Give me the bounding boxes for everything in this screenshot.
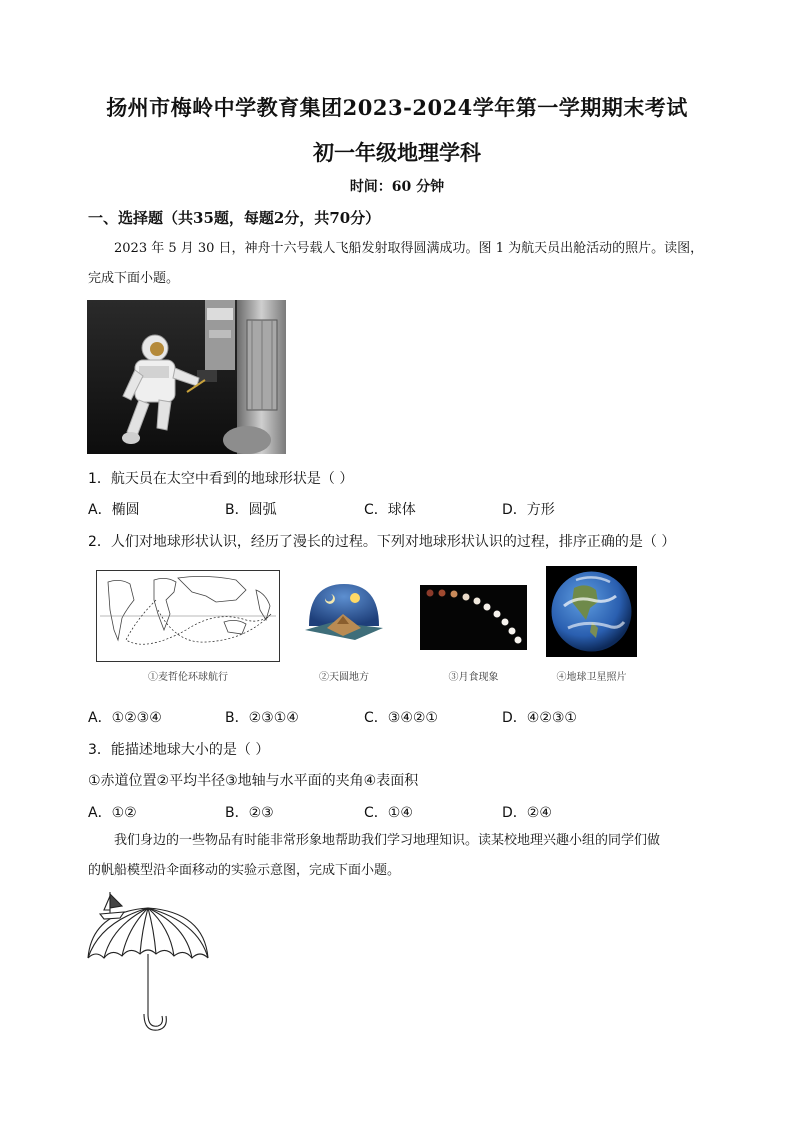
intro-paragraph-1: [88, 234, 713, 294]
exam-subtitle: 初一年级地理学科: [313, 140, 481, 165]
q2-option-c[interactable]: C．③④②①: [364, 710, 438, 726]
q2-option-d[interactable]: D．④②③①: [502, 710, 577, 726]
intro-paragraph-2: [88, 826, 713, 886]
intro-2-line-1: 我们身边的一些物品有时能非常形象地帮助我们学习地理知识。读某校地理兴趣小组的同学们做: [114, 833, 661, 848]
caption-lunar-eclipse: ③月食现象: [448, 672, 499, 683]
section-heading: 一、选择题（共35题，每题2分，共70分）: [88, 209, 381, 227]
earth-satellite-photo: [546, 566, 637, 657]
question-2-stem: 2．人们对地球形状认识，经历了漫长的过程。下列对地球形状认识的过程，排序正确的是（ ）: [88, 534, 676, 550]
caption-round-sky: ②天圆地方: [319, 672, 369, 683]
q3-option-d[interactable]: D．②④: [502, 805, 552, 821]
question-1-stem: 1．航天员在太空中看到的地球形状是（ ）: [88, 471, 354, 487]
caption-magellan: ①麦哲伦环球航行: [148, 672, 228, 683]
q2-option-a[interactable]: A．①②③④: [88, 710, 162, 726]
astronaut-photo: [87, 300, 286, 454]
lunar-eclipse-image: [420, 585, 527, 650]
q1-option-a[interactable]: A．椭圆: [88, 502, 140, 518]
intro-2-line-2: 的帆船模型沿伞面移动的实验示意图，完成下面小题。: [88, 863, 401, 878]
q2-option-b[interactable]: B．②③①④: [225, 710, 299, 726]
umbrella-sailboat-diagram: [86, 890, 212, 1032]
round-sky-square-earth-image: [303, 580, 385, 644]
q3-option-a[interactable]: A．①②: [88, 805, 137, 821]
q3-option-c[interactable]: C．①④: [364, 805, 413, 821]
q1-option-d[interactable]: D．方形: [502, 502, 555, 518]
question-3-statement: ①赤道位置②平均半径③地轴与水平面的夹角④表面积: [88, 773, 419, 789]
q3-option-b[interactable]: B．②③: [225, 805, 274, 821]
exam-title: 扬州市梅岭中学教育集团2023-2024学年第一学期期末考试: [106, 95, 688, 120]
question-3-stem: 3．能描述地球大小的是（ ）: [88, 742, 270, 758]
intro-1-line-2: 完成下面小题。: [88, 271, 180, 286]
q1-option-b[interactable]: B．圆弧: [225, 502, 277, 518]
intro-1-line-1: 2023 年 5 月 30 日，神舟十六号载人飞船发射取得圆满成功。图 1 为航天员出舱活动的照片。读图，: [114, 241, 704, 256]
caption-earth-photo: ④地球卫星照片: [556, 672, 627, 683]
magellan-voyage-map: [96, 570, 280, 662]
q1-option-c[interactable]: C．球体: [364, 502, 416, 518]
exam-time: 时间：60 分钟: [349, 179, 445, 195]
